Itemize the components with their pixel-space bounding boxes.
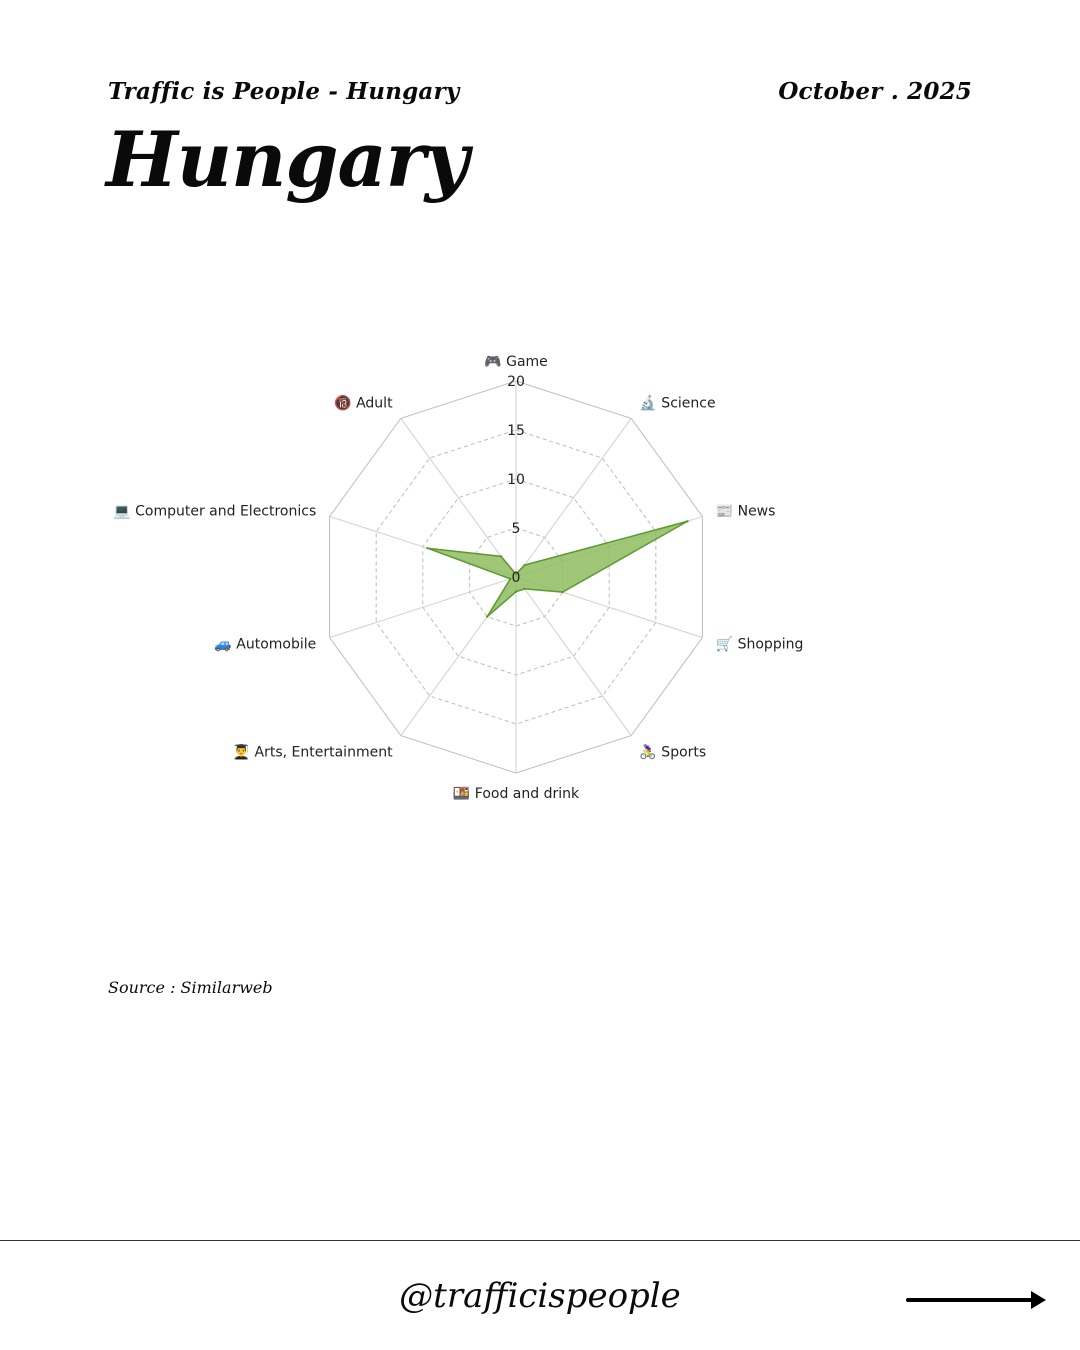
- source-note: Source : Similarweb: [108, 978, 273, 997]
- axis-label: 🔞 Adult: [334, 395, 393, 412]
- radial-tick-label: 5: [511, 521, 521, 537]
- arrow-right-icon[interactable]: [905, 1288, 1047, 1312]
- data-point: [686, 520, 688, 522]
- axis-label: 💻 Computer and Electronics: [113, 503, 317, 520]
- data-point: [515, 591, 517, 593]
- data-point: [523, 564, 525, 566]
- axis-label: 🚙 Automobile: [214, 636, 317, 653]
- axis-label: 🛒 Shopping: [715, 636, 804, 653]
- radial-tick-label: 20: [507, 374, 525, 390]
- grid-spoke: [516, 577, 631, 736]
- data-point: [426, 547, 428, 549]
- radial-tick-label: 0: [511, 570, 521, 586]
- radial-tick-label: 10: [507, 472, 525, 488]
- data-series-area: [427, 521, 687, 616]
- data-point: [486, 615, 488, 617]
- grid-spoke: [330, 577, 516, 638]
- header-title: Traffic is People - Hungary: [108, 78, 460, 105]
- radial-tick-label: 15: [507, 423, 525, 439]
- axis-label: 🚴‍♀️ Sports: [639, 744, 707, 761]
- axis-label: 🔬 Science: [639, 395, 716, 412]
- data-point: [561, 591, 563, 593]
- footer-handle: @trafficispeople: [399, 1276, 681, 1316]
- page-title: Hungary: [106, 115, 468, 204]
- axis-label: 📰 News: [715, 503, 776, 520]
- axis-label: 🍱 Food and drink: [452, 786, 580, 802]
- axis-label: 👨‍🎓 Arts, Entertainment: [232, 744, 393, 761]
- data-point: [500, 555, 502, 557]
- header-date: October . 2025: [778, 78, 972, 105]
- footer-divider: [0, 1240, 1080, 1241]
- axis-label: 🎮 Game: [484, 354, 548, 370]
- data-point: [523, 588, 525, 590]
